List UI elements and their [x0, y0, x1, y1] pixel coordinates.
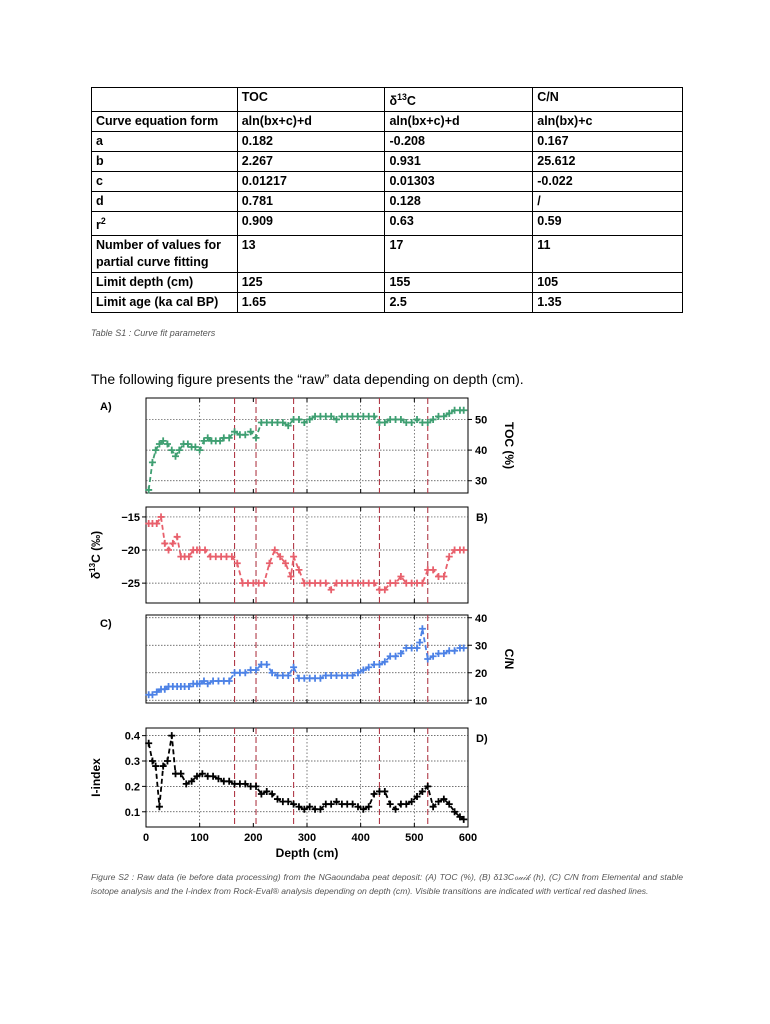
table-row	[92, 273, 683, 293]
data-point	[202, 547, 209, 554]
table-body	[92, 88, 683, 313]
table-row	[92, 132, 683, 152]
data-point	[263, 661, 270, 668]
table-cell: c	[92, 172, 238, 192]
y-axis-label: $\delta^{13}C$ (‰)	[88, 530, 103, 580]
data-point	[322, 580, 329, 587]
data-point	[440, 573, 447, 580]
table-header-row	[92, 88, 683, 112]
y-axis-label: TOC (%)	[502, 421, 516, 470]
table-row	[92, 112, 683, 132]
series-line	[149, 629, 464, 695]
table-cell: $r^2$	[92, 212, 238, 236]
table-cell: aln(bx+c)+d	[385, 112, 533, 132]
panel-letter: B)	[476, 512, 488, 524]
table-cell: 0.931	[385, 152, 533, 172]
table-row	[92, 152, 683, 172]
y-tick-label: 0.4	[124, 730, 140, 743]
table-cell: d	[92, 192, 238, 212]
y-axis-label: C/N	[502, 648, 516, 670]
table-cell: 0.167	[533, 132, 683, 152]
data-point	[460, 407, 467, 414]
table-cell: 17	[385, 236, 533, 273]
data-point	[387, 801, 394, 808]
data-point	[460, 547, 467, 554]
y-tick-label: 20	[475, 667, 488, 680]
table-cell: -0.022	[533, 172, 683, 192]
raw-data-figure	[88, 390, 528, 866]
data-point	[149, 459, 156, 466]
data-point	[295, 566, 302, 573]
table-cell: 0.63	[385, 212, 533, 236]
x-tick-label: 300	[297, 832, 317, 844]
table-cell: 0.909	[237, 212, 385, 236]
x-tick-label: 500	[405, 832, 424, 844]
table-cell: b	[92, 152, 238, 172]
table-cell: 13	[237, 236, 385, 273]
table-cell: 11	[533, 236, 683, 273]
table-header-cell	[92, 88, 238, 112]
data-point	[177, 770, 184, 777]
y-tick-label: 30	[475, 640, 488, 653]
table-cell: 2.5	[385, 293, 533, 313]
figure-caption: Figure S2 : Raw data (ie before data processing) from the NGaoundaba peat deposit: (A) TOC (%), (B) δ13Cℴ𝓊𝒾𝓀 (h), (C) C/N from Elemental and stable isotope analysis and the I-index from Rock-Eval® analysis depending on depth (cm). Visible transitions are indicated with vertical red dashed lines.	[91, 872, 683, 896]
data-point	[371, 580, 378, 587]
y-tick-label: −20	[121, 545, 140, 558]
data-point	[165, 547, 172, 554]
table-cell: Limit depth (cm)	[92, 273, 238, 293]
data-point	[160, 763, 167, 770]
table-cell: Limit age (ka cal BP)	[92, 293, 238, 313]
y-tick-label: 50	[475, 414, 488, 427]
x-tick-label: 0	[142, 832, 150, 844]
table-cell: 0.182	[237, 132, 385, 152]
y-tick-label: 0.3	[124, 756, 140, 768]
data-point	[371, 413, 378, 420]
table-cell: -0.208	[385, 132, 533, 152]
table-cell: 1.65	[237, 293, 385, 313]
table-cell: 2.267	[237, 152, 385, 172]
curve-fit-table	[91, 87, 683, 313]
table-row	[92, 192, 683, 212]
y-axis-label: I-index	[89, 758, 103, 797]
table-row	[92, 236, 683, 273]
y-tick-label: 0.1	[124, 806, 140, 819]
table-cell: /	[533, 192, 683, 212]
y-tick-label: −15	[121, 511, 140, 524]
data-point	[381, 788, 388, 795]
data-point	[419, 580, 426, 587]
data-point	[174, 533, 181, 540]
data-point	[266, 560, 273, 567]
data-point	[169, 540, 176, 547]
table-cell: aln(bx)+c	[533, 112, 683, 132]
panel-letter: A)	[100, 401, 112, 413]
table-row	[92, 293, 683, 313]
series-line	[149, 517, 464, 590]
data-point	[261, 580, 268, 587]
data-point	[253, 434, 260, 441]
table-cell: 0.01303	[385, 172, 533, 192]
panel-letter: D)	[476, 733, 488, 745]
table-header-cell: C/N	[533, 88, 683, 112]
x-tick-label: 100	[190, 832, 209, 844]
table-header-cell: TOC	[237, 88, 385, 112]
x-tick-label: 400	[351, 832, 370, 844]
table-cell: 1.35	[533, 293, 683, 313]
table-row	[92, 212, 683, 236]
y-tick-label: 0.2	[124, 781, 140, 794]
x-tick-label: 200	[244, 832, 263, 844]
table-cell: 0.781	[237, 192, 385, 212]
table-caption: Table S1 : Curve fit parameters	[91, 328, 216, 338]
data-point	[290, 553, 297, 560]
figure-intro-text: The following figure presents the “raw” data depending on depth (cm).	[91, 371, 524, 387]
x-axis-label: Depth (cm)	[275, 846, 339, 860]
table-cell: 105	[533, 273, 683, 293]
panel-letter: C)	[100, 618, 112, 630]
table-cell: 0.01217	[237, 172, 385, 192]
data-point	[328, 586, 335, 593]
y-tick-label: 10	[475, 695, 488, 708]
table-cell: a	[92, 132, 238, 152]
data-point	[430, 566, 437, 573]
table-cell: 25.612	[533, 152, 683, 172]
table-header-cell: $\delta^{13}C$	[385, 88, 533, 112]
y-tick-label: 40	[475, 445, 488, 458]
table-cell: 0.59	[533, 212, 683, 236]
y-tick-label: −25	[121, 578, 140, 591]
data-point	[419, 625, 426, 632]
data-point	[168, 732, 175, 739]
table-cell: 155	[385, 273, 533, 293]
table-cell: 0.128	[385, 192, 533, 212]
table-row	[92, 172, 683, 192]
table-cell: 125	[237, 273, 385, 293]
y-tick-label: 30	[475, 475, 488, 488]
y-tick-label: 40	[475, 612, 488, 625]
table-cell: Curve equation form	[92, 112, 238, 132]
data-point	[161, 540, 168, 547]
data-point	[156, 803, 163, 810]
table-cell: Number of values for partial curve fitting	[92, 236, 238, 273]
table-cell: aln(bx+c)+d	[237, 112, 385, 132]
x-tick-label: 600	[458, 832, 478, 844]
